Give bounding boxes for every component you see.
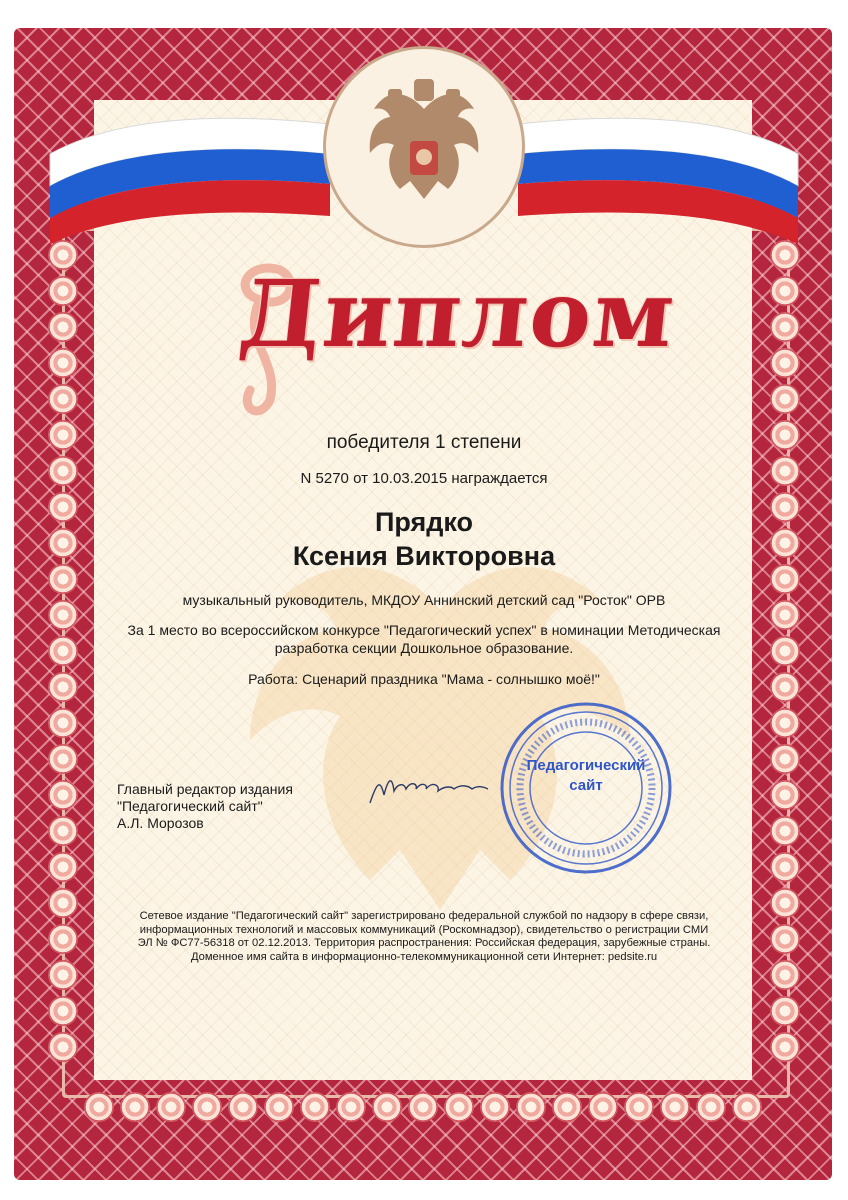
flag-ribbon-left — [30, 84, 360, 244]
border-medallion-icon — [770, 420, 800, 450]
border-medallion-icon — [770, 600, 800, 630]
border-medallion-icon — [770, 348, 800, 378]
footer-line-2: информационных технологий и массовых коммуникаций (Роскомнадзор), свидетельство о регистрации СМИ — [139, 923, 709, 936]
border-medallion-icon — [770, 708, 800, 738]
border-medallion-icon — [770, 636, 800, 666]
editor-line-1: Главный редактор издания — [117, 781, 293, 797]
border-medallion-icon — [770, 240, 800, 270]
state-emblem-medallion — [323, 46, 525, 248]
border-medallion-icon — [480, 1092, 510, 1122]
border-medallion-icon — [770, 780, 800, 810]
border-medallion-icon — [770, 564, 800, 594]
border-medallion-icon — [48, 888, 78, 918]
border-medallion-icon — [228, 1092, 258, 1122]
border-medallion-icon — [770, 384, 800, 414]
border-medallion-icon — [48, 816, 78, 846]
border-medallion-icon — [48, 600, 78, 630]
work-title: Работа: Сценарий праздника "Мама - солнышко моё!" — [248, 671, 600, 687]
border-medallion-icon — [264, 1092, 294, 1122]
border-medallion-icon — [770, 744, 800, 774]
border-medallion-icon — [48, 960, 78, 990]
border-medallion-icon — [48, 492, 78, 522]
border-medallion-icon — [696, 1092, 726, 1122]
double-headed-eagle-icon — [326, 49, 522, 245]
border-medallion-icon — [48, 384, 78, 414]
border-medallion-icon — [770, 888, 800, 918]
certificate-number: N 5270 от 10.03.2015 награждается — [300, 470, 548, 487]
border-medallion-icon — [48, 276, 78, 306]
border-medallion-icon — [48, 996, 78, 1026]
border-medallion-icon — [48, 1032, 78, 1062]
border-medallion-icon — [48, 312, 78, 342]
editor-line-3: А.Л. Морозов — [117, 815, 204, 831]
border-medallion-icon — [660, 1092, 690, 1122]
footer-line-4: Доменное имя сайта в информационно-телекоммуникационной сети Интернет: pedsite.ru — [190, 950, 658, 963]
border-medallion-icon — [408, 1092, 438, 1122]
border-medallion-icon — [732, 1092, 762, 1122]
border-medallion-icon — [770, 924, 800, 954]
border-medallion-icon — [156, 1092, 186, 1122]
registration-footer — [110, 910, 738, 964]
signature — [362, 765, 492, 810]
border-medallion-icon — [770, 672, 800, 702]
border-medallion-icon — [770, 528, 800, 558]
recipient-name: Ксения Викторовна — [292, 541, 556, 571]
border-medallion-icon — [444, 1092, 474, 1122]
border-medallion-icon — [372, 1092, 402, 1122]
border-medallion-icon — [48, 852, 78, 882]
border-medallion-icon — [770, 996, 800, 1026]
publisher-stamp — [498, 700, 674, 876]
border-medallion-icon — [84, 1092, 114, 1122]
border-medallion-icon — [48, 348, 78, 378]
border-medallion-icon — [48, 636, 78, 666]
certificate-title: Диплом — [234, 260, 682, 368]
border-medallion-icon — [48, 924, 78, 954]
border-medallion-icon — [48, 744, 78, 774]
border-medallion-icon — [48, 456, 78, 486]
stamp-text-2: сайт — [569, 777, 603, 794]
title-block — [200, 250, 682, 430]
editor-line-2: "Педагогический сайт" — [117, 798, 263, 814]
border-medallion-icon — [48, 420, 78, 450]
border-medallion-icon — [552, 1092, 582, 1122]
degree-line: победителя 1 степени — [326, 432, 522, 453]
stamp-text-1: Педагогический — [526, 757, 646, 774]
border-medallion-icon — [336, 1092, 366, 1122]
border-medallion-icon — [770, 816, 800, 846]
border-medallion-icon — [48, 780, 78, 810]
recipient-surname: Прядко — [374, 507, 474, 537]
border-medallion-icon — [516, 1092, 546, 1122]
border-medallion-icon — [48, 672, 78, 702]
footer-line-3: ЭЛ № ФС77-56318 от 02.12.2013. Территория распространения: Российская федерация, зарубежные страны. — [137, 937, 711, 950]
footer-line-1: Сетевое издание "Педагогический сайт" зарегистрировано федеральной службой по надзору в сфере связи, — [139, 910, 709, 922]
border-medallion-icon — [48, 240, 78, 270]
border-medallion-icon — [770, 492, 800, 522]
award-text: За 1 место во всероссийском конкурсе "Педагогический успех" в номинации Методическая разработка секции Дошкольное образование. — [127, 622, 721, 656]
border-medallion-icon — [770, 276, 800, 306]
recipient-position: музыкальный руководитель, МКДОУ Аннинский детский сад "Росток" ОРВ — [182, 592, 666, 608]
border-medallion-icon — [770, 312, 800, 342]
border-medallion-icon — [48, 564, 78, 594]
border-medallion-icon — [770, 456, 800, 486]
border-medallion-icon — [588, 1092, 618, 1122]
flag-ribbon-right — [488, 84, 818, 244]
border-medallion-icon — [770, 852, 800, 882]
editor-block — [117, 781, 293, 832]
border-medallion-icon — [300, 1092, 330, 1122]
border-medallion-icon — [48, 708, 78, 738]
border-medallion-icon — [624, 1092, 654, 1122]
border-medallion-icon — [770, 960, 800, 990]
border-medallion-icon — [120, 1092, 150, 1122]
border-medallion-icon — [770, 1032, 800, 1062]
border-medallion-icon — [192, 1092, 222, 1122]
border-medallion-icon — [48, 528, 78, 558]
